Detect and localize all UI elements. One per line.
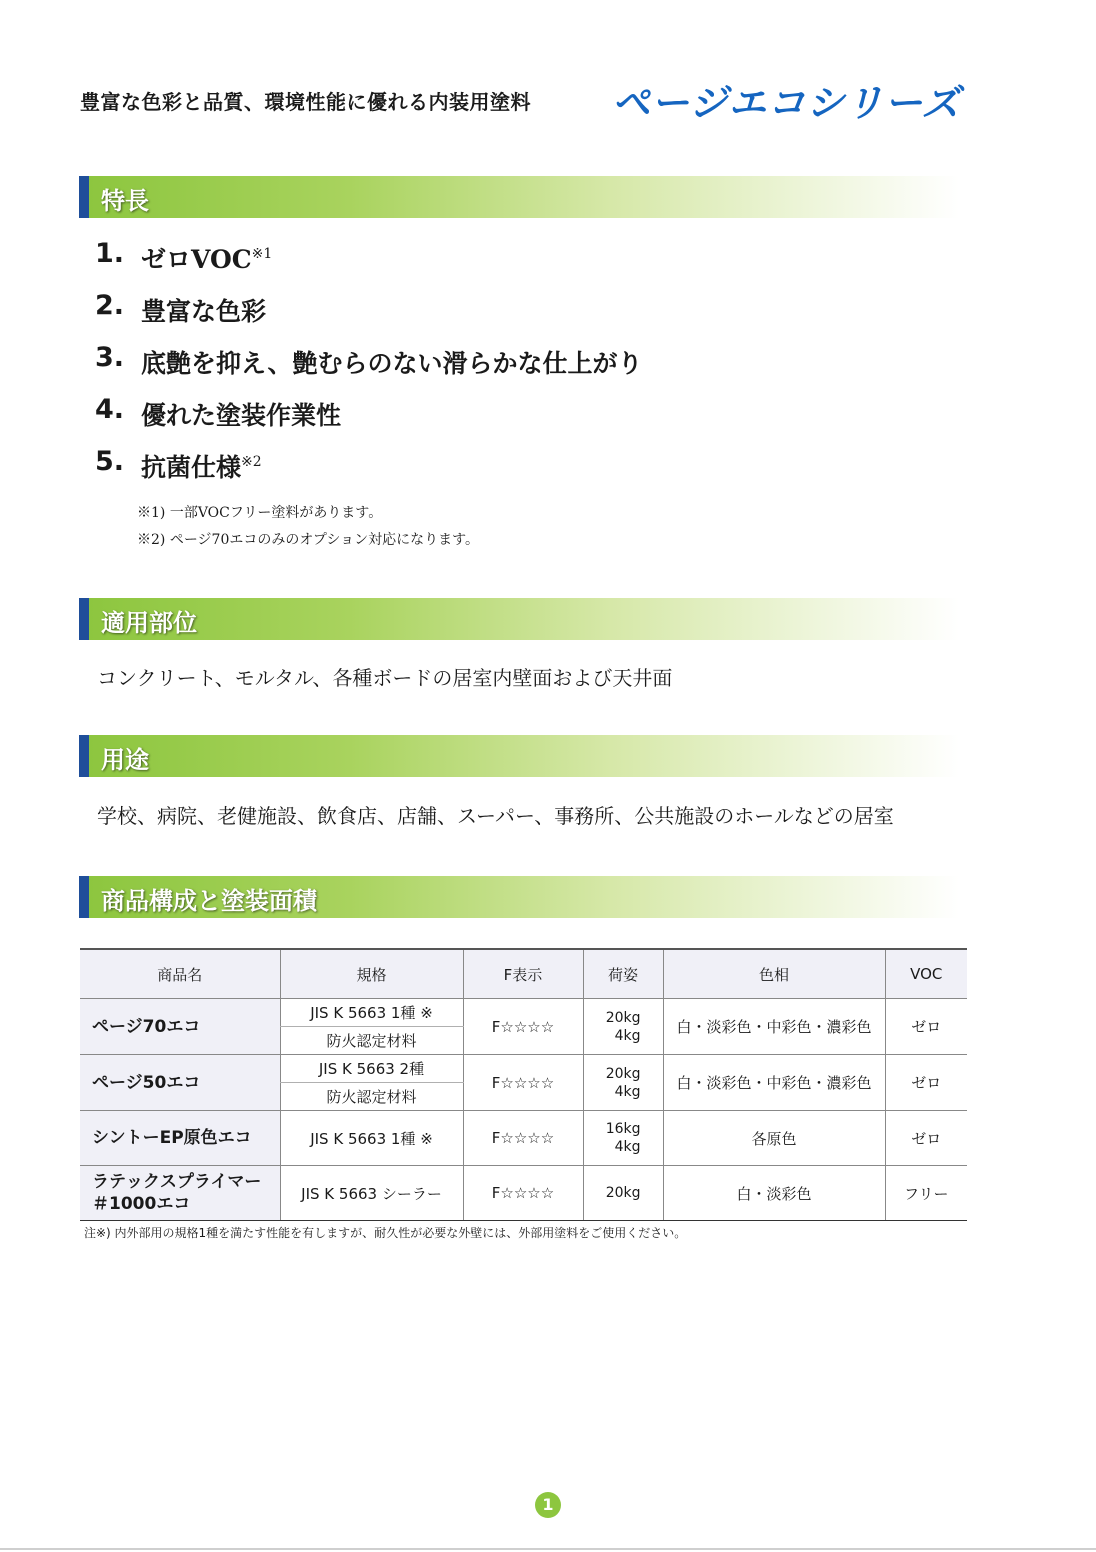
feature-text: 底艶を抑え、艶むらのない滑らかな仕上がり: [141, 349, 643, 378]
column-header: F表示: [463, 949, 583, 999]
feature-text: 抗菌仕様$^{※2}$: [141, 453, 262, 482]
product-spec: JIS K 5663 1種 ※: [280, 999, 463, 1027]
bottom-divider: [0, 1548, 1096, 1550]
column-header: 色相: [663, 949, 885, 999]
feature-number: 5.: [95, 446, 125, 477]
page-header: [80, 72, 980, 125]
product-f-rating: F☆☆☆☆: [463, 1111, 583, 1166]
product-voc: ゼロ: [885, 1111, 967, 1166]
product-f-rating: F☆☆☆☆: [463, 1166, 583, 1221]
section-application-title: 適用部位: [101, 609, 197, 637]
section-features-title: 特長: [101, 187, 149, 215]
column-header: VOC: [885, 949, 967, 999]
product-voc: ゼロ: [885, 1055, 967, 1111]
feature-number: 2.: [95, 290, 125, 321]
feature-number: 3.: [95, 342, 125, 373]
product-packaging: 20kg 4kg: [583, 999, 663, 1055]
product-packaging: 16kg 4kg: [583, 1111, 663, 1166]
feature-number: 1.: [95, 238, 125, 269]
table-row: [80, 999, 967, 1027]
column-header: 商品名: [80, 949, 280, 999]
column-header: 荷姿: [583, 949, 663, 999]
section-usage-bar: [79, 735, 959, 777]
feature-text: 豊富な色彩: [141, 297, 267, 326]
section-products-bar: [79, 876, 959, 918]
product-voc: フリー: [885, 1166, 967, 1221]
product-spec: 防火認定材料: [280, 1083, 463, 1111]
table-header-row: [80, 949, 967, 999]
product-packaging: 20kg: [583, 1166, 663, 1221]
product-spec: 防火認定材料: [280, 1027, 463, 1055]
table-row: [80, 1111, 967, 1166]
product-color: 白・淡彩色・中彩色・濃彩色: [663, 999, 885, 1055]
product-spec: JIS K 5663 2種: [280, 1055, 463, 1083]
header-subtitle: 豊富な色彩と品質、環境性能に優れる内装用塗料: [80, 90, 531, 114]
application-text: コンクリート、モルタル、各種ボードの居室内壁面および天井面: [97, 666, 673, 690]
product-f-rating: F☆☆☆☆: [463, 999, 583, 1055]
section-products-title: 商品構成と塗装面積: [101, 887, 317, 915]
product-voc: ゼロ: [885, 999, 967, 1055]
table-row: [80, 1055, 967, 1083]
footnote-1: ※1) 一部VOCフリー塗料があります。: [137, 505, 383, 521]
product-name: ページ70エコ: [80, 999, 280, 1055]
section-features-bar: [79, 176, 959, 218]
product-spec: JIS K 5663 シーラー: [280, 1166, 463, 1221]
product-color: 各原色: [663, 1111, 885, 1166]
usage-text: 学校、病院、老健施設、飲食店、店舗、スーパー、事務所、公共施設のホールなどの居室: [97, 804, 894, 828]
feature-text: 優れた塗装作業性: [141, 401, 342, 430]
table-footnote: 注※) 内外部用の規格1種を満たす性能を有しますが、耐久性が必要な外壁には、外部用塗料をご使用ください。: [84, 1226, 687, 1240]
section-usage-title: 用途: [101, 746, 149, 774]
product-name: シントーEP原色エコ: [80, 1111, 280, 1166]
product-table: [80, 948, 967, 1221]
section-application-bar: [79, 598, 959, 640]
product-color: 白・淡彩色: [663, 1166, 885, 1221]
column-header: 規格: [280, 949, 463, 999]
feature-number: 4.: [95, 394, 125, 425]
footnote-mark: ※1: [251, 246, 273, 262]
series-logo: ページエコシリーズ: [612, 81, 961, 125]
product-color: 白・淡彩色・中彩色・濃彩色: [663, 1055, 885, 1111]
footnote-mark: ※2: [241, 454, 262, 470]
product-name: ページ50エコ: [80, 1055, 280, 1111]
feature-text: ゼロVOC$^{※1}$: [141, 245, 273, 274]
product-packaging: 20kg 4kg: [583, 1055, 663, 1111]
product-f-rating: F☆☆☆☆: [463, 1055, 583, 1111]
product-spec: JIS K 5663 1種 ※: [280, 1111, 463, 1166]
feature-footnotes: [137, 500, 479, 554]
product-name: ラテックスプライマー ＃1000エコ: [80, 1166, 280, 1221]
page-number: 1: [535, 1492, 561, 1518]
table-row: [80, 1166, 967, 1221]
footnote-2: ※2) ページ70エコのみのオプション対応になります。: [137, 532, 479, 548]
